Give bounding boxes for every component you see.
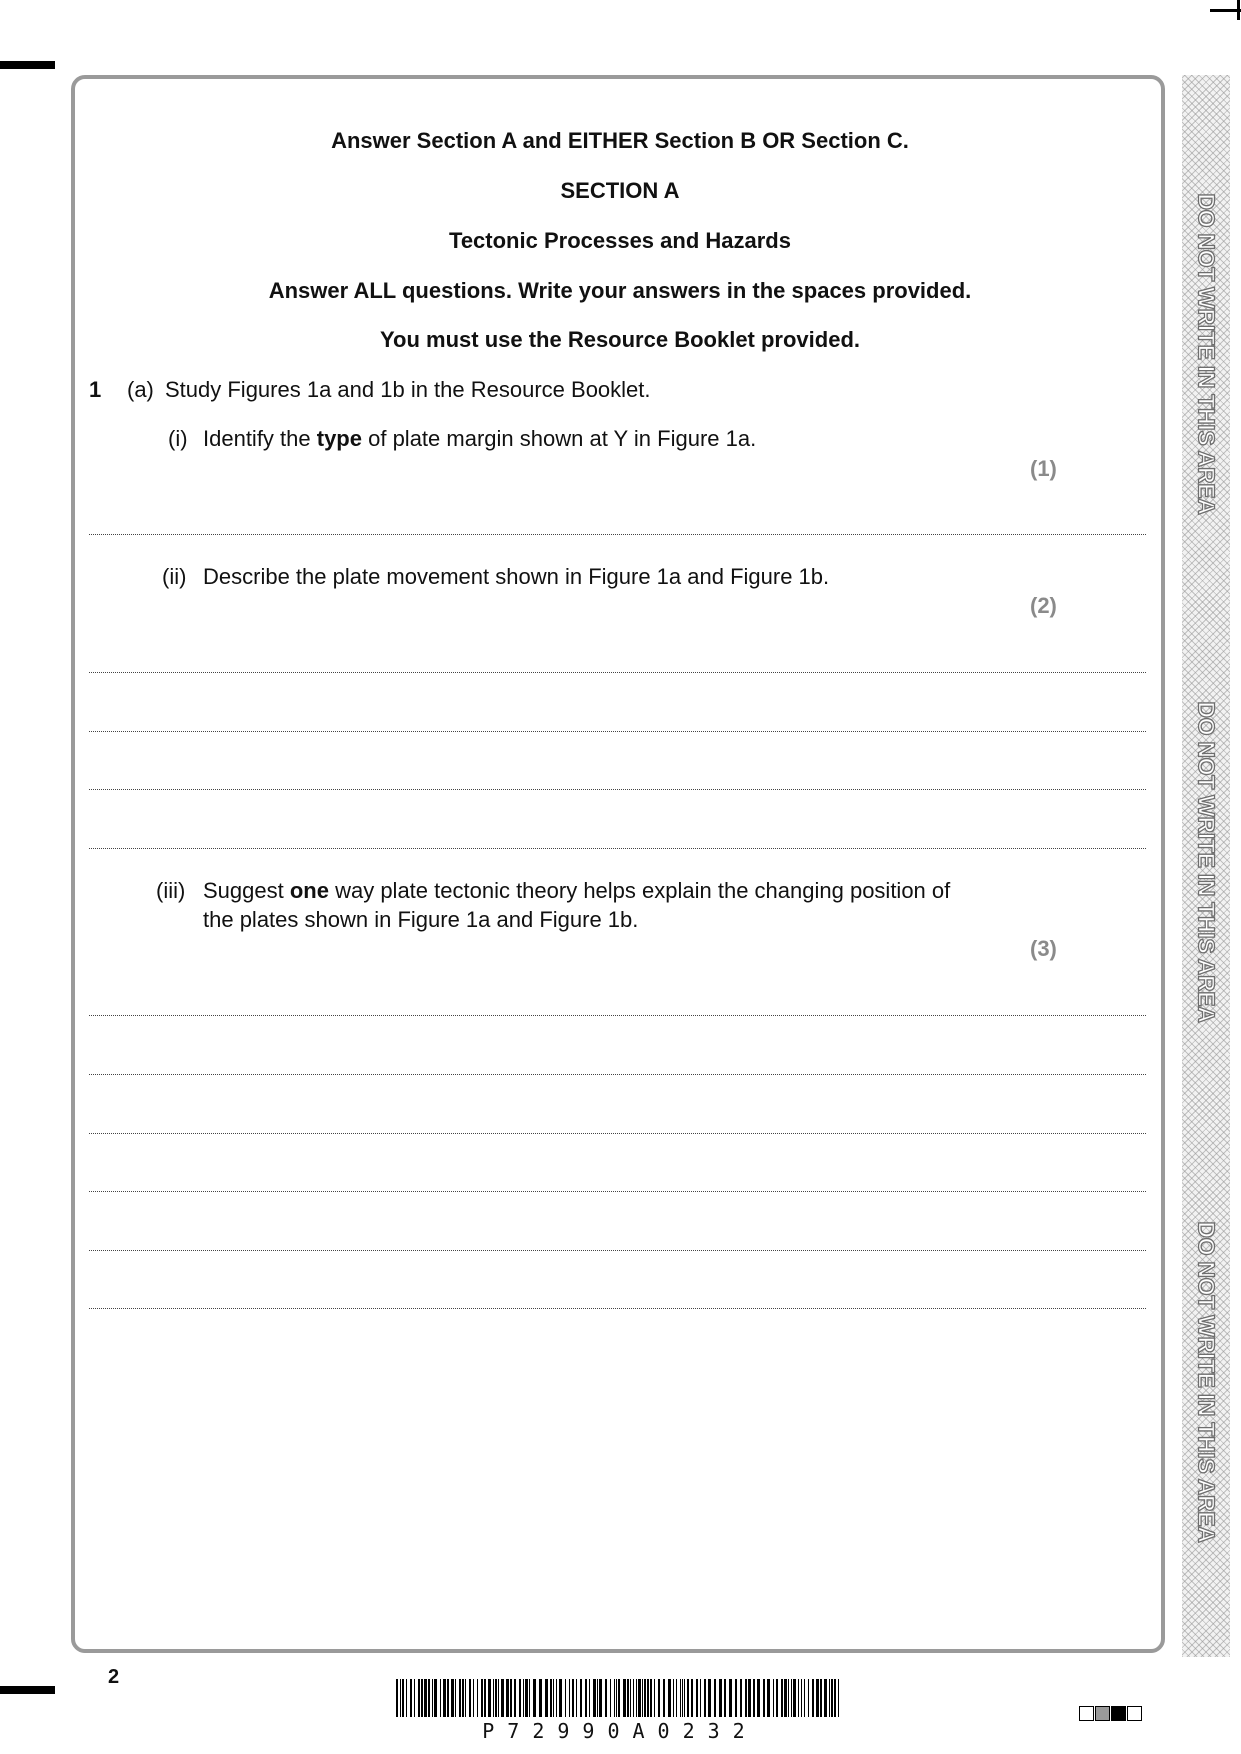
barcode-bar — [812, 1679, 814, 1717]
barcode-bar — [740, 1679, 742, 1717]
answer-line[interactable] — [89, 1015, 1146, 1016]
question-number: 1 — [89, 377, 102, 402]
barcode-bar — [687, 1679, 689, 1717]
barcode-bar — [682, 1679, 683, 1717]
barcode-bar — [488, 1679, 491, 1717]
barcode-bar — [550, 1679, 552, 1717]
barcode-bar — [514, 1679, 516, 1717]
indicator-box-grey — [1095, 1706, 1110, 1721]
barcode-bar — [757, 1679, 760, 1717]
barcode-bar — [663, 1679, 665, 1717]
barcode-bar — [801, 1679, 802, 1717]
barcode-bar — [510, 1679, 512, 1717]
barcode-bar — [495, 1679, 497, 1717]
barcode-bar — [788, 1679, 789, 1717]
barcode-bar — [824, 1679, 827, 1717]
barcode-bar — [776, 1679, 778, 1717]
barcode-bar — [498, 1679, 499, 1717]
barcode-bar — [808, 1679, 809, 1717]
barcode-bar — [484, 1679, 486, 1717]
barcode-bar — [519, 1679, 521, 1717]
barcode-bar — [767, 1679, 770, 1717]
subquestion-ii-marks: (2) — [1030, 593, 1057, 618]
barcode-bar — [556, 1679, 557, 1717]
barcode-bar — [793, 1679, 796, 1717]
barcode-bar — [545, 1679, 548, 1717]
barcode-bar — [696, 1679, 698, 1717]
barcode-bar — [708, 1679, 711, 1717]
barcode-bar — [418, 1679, 420, 1717]
barcode-bar — [784, 1679, 787, 1717]
indicator-box-black — [1111, 1706, 1126, 1721]
barcode-bar — [691, 1679, 693, 1717]
barcode-bar — [414, 1679, 415, 1717]
barcode-bar — [614, 1679, 615, 1717]
barcode-bar — [501, 1679, 504, 1717]
barcode-bar — [658, 1679, 660, 1717]
barcode-bar — [523, 1679, 524, 1717]
barcode-bar — [421, 1679, 423, 1717]
barcode-bar — [565, 1679, 566, 1717]
answer-line[interactable] — [89, 1250, 1146, 1251]
barcode-bar — [428, 1679, 430, 1717]
barcode-bar — [424, 1679, 427, 1717]
page-number: 2 — [108, 1666, 120, 1688]
barcode-bar — [820, 1679, 822, 1717]
registration-mark-bottom — [0, 1686, 55, 1694]
answer-all-instruction: Answer ALL questions. Write your answers in the spaces provided. — [268, 278, 972, 303]
barcode-bar — [481, 1679, 483, 1717]
subquestion-ii-text: Describe the plate movement shown in Figure 1a and Figure 1b. — [203, 564, 830, 589]
barcode-bar — [719, 1679, 722, 1717]
barcode-bar — [729, 1679, 732, 1717]
barcode-bar — [676, 1679, 677, 1717]
subquestion-iii-label: (iii) — [156, 878, 186, 903]
indicator-box-empty — [1079, 1706, 1094, 1721]
answer-frame — [71, 75, 1165, 1653]
corner-mark-horizontal — [1210, 9, 1241, 12]
barcode-bar — [572, 1679, 574, 1717]
barcode-bar — [605, 1679, 607, 1717]
answer-line[interactable] — [89, 1308, 1146, 1309]
barcode-bar — [569, 1679, 570, 1717]
barcode-bar — [406, 1679, 407, 1717]
answer-line[interactable] — [89, 1133, 1146, 1134]
barcode-bar — [650, 1679, 652, 1717]
answer-line[interactable] — [89, 848, 1146, 849]
barcode-bar — [748, 1679, 751, 1717]
barcode-bar — [402, 1679, 404, 1717]
barcode-bar — [610, 1679, 611, 1717]
barcode-bar — [533, 1679, 536, 1717]
registration-mark-top — [0, 61, 55, 69]
barcode-bar — [493, 1679, 494, 1717]
page-indicator-boxes — [1079, 1706, 1143, 1724]
barcode-bar — [654, 1679, 655, 1717]
barcode-bar — [465, 1679, 466, 1717]
barcode-bar — [642, 1679, 643, 1717]
barcode-bar — [838, 1679, 839, 1717]
barcode-bar — [638, 1679, 641, 1717]
answer-line[interactable] — [89, 1074, 1146, 1075]
subquestion-ii-label: (ii) — [162, 564, 187, 589]
barcode-bar — [630, 1679, 631, 1717]
barcode-bar — [462, 1679, 464, 1717]
barcode-bar — [585, 1679, 587, 1717]
barcode-bar — [763, 1679, 765, 1717]
answer-line[interactable] — [89, 534, 1146, 535]
barcode-bar — [455, 1679, 456, 1717]
barcode-bar — [668, 1679, 671, 1717]
barcode-bar — [599, 1679, 602, 1717]
barcode-bar — [593, 1679, 596, 1717]
barcode-bar — [781, 1679, 783, 1717]
subquestion-iii-text: Suggest one way plate tectonic theory helps explain the changing position of — [203, 878, 951, 903]
barcode-bar — [633, 1679, 634, 1717]
answer-line[interactable] — [89, 1191, 1146, 1192]
barcode-bar — [700, 1679, 701, 1717]
section-instruction: Answer Section A and EITHER Section B OR Section C. — [331, 128, 909, 153]
subquestion-i-text: Identify the type of plate margin shown at Y in Figure 1a. — [203, 426, 757, 451]
barcode-bar — [539, 1679, 542, 1717]
barcode-bar — [447, 1679, 449, 1717]
barcode-bar — [553, 1679, 554, 1717]
subquestion-i-label: (i) — [168, 426, 188, 451]
barcode-bar — [434, 1679, 437, 1717]
resource-instruction: You must use the Resource Booklet provided. — [379, 327, 860, 352]
barcode-bar — [616, 1679, 617, 1717]
barcode-bar — [745, 1679, 747, 1717]
part-label: (a) — [127, 377, 154, 402]
answer-line[interactable] — [89, 731, 1146, 732]
barcode-bar — [647, 1679, 649, 1717]
barcode-bar — [680, 1679, 681, 1717]
barcode-bar — [473, 1679, 474, 1717]
barcode-bar — [831, 1679, 833, 1717]
barcode-bar — [396, 1679, 398, 1717]
barcode-bar — [735, 1679, 737, 1717]
barcode-bar — [443, 1679, 446, 1717]
barcode-bar — [714, 1679, 716, 1717]
barcode-bar — [644, 1679, 646, 1717]
barcode-bar — [618, 1679, 620, 1717]
subquestion-i-marks: (1) — [1030, 456, 1057, 481]
barcode-bar — [506, 1679, 509, 1717]
part-text: Study Figures 1a and 1b in the Resource Booklet. — [165, 377, 651, 402]
barcode-bar — [773, 1679, 774, 1717]
barcode-bar — [724, 1679, 726, 1717]
barcode-bar — [410, 1679, 412, 1717]
barcode-bar — [432, 1679, 433, 1717]
barcode-bar — [597, 1679, 598, 1717]
barcode-bar — [798, 1679, 799, 1717]
section-title: SECTION A — [560, 178, 680, 203]
barcode-bar — [400, 1679, 401, 1717]
barcode-bar — [816, 1679, 819, 1717]
answer-line[interactable] — [89, 672, 1146, 673]
subquestion-iii-marks: (3) — [1030, 936, 1057, 961]
barcode-bar — [704, 1679, 706, 1717]
barcode-bar — [627, 1679, 629, 1717]
barcode — [396, 1679, 844, 1717]
barcode-bar — [477, 1679, 478, 1717]
subquestion-iii-text-line2: the plates shown in Figure 1a and Figure 1b. — [203, 907, 639, 932]
barcode-bar — [829, 1679, 830, 1717]
barcode-bar — [529, 1679, 530, 1717]
barcode-bar — [673, 1679, 674, 1717]
answer-line[interactable] — [89, 789, 1146, 790]
barcode-bar — [576, 1679, 577, 1717]
barcode-bar — [525, 1679, 528, 1717]
barcode-text: P72990A0232 — [482, 1719, 758, 1743]
barcode-bar — [451, 1679, 454, 1717]
barcode-bar — [580, 1679, 582, 1717]
barcode-bar — [834, 1679, 836, 1717]
barcode-bar — [791, 1679, 792, 1717]
indicator-box-empty — [1127, 1706, 1142, 1721]
barcode-bar — [753, 1679, 755, 1717]
barcode-bar — [559, 1679, 562, 1717]
barcode-bar — [469, 1679, 471, 1717]
barcode-bar — [440, 1679, 441, 1717]
barcode-bar — [589, 1679, 590, 1717]
barcode-bar — [804, 1679, 805, 1717]
barcode-bar — [623, 1679, 626, 1717]
barcode-bar — [636, 1679, 637, 1717]
barcode-bar — [684, 1679, 685, 1717]
topic-title: Tectonic Processes and Hazards — [449, 228, 791, 253]
barcode-bar — [459, 1679, 461, 1717]
